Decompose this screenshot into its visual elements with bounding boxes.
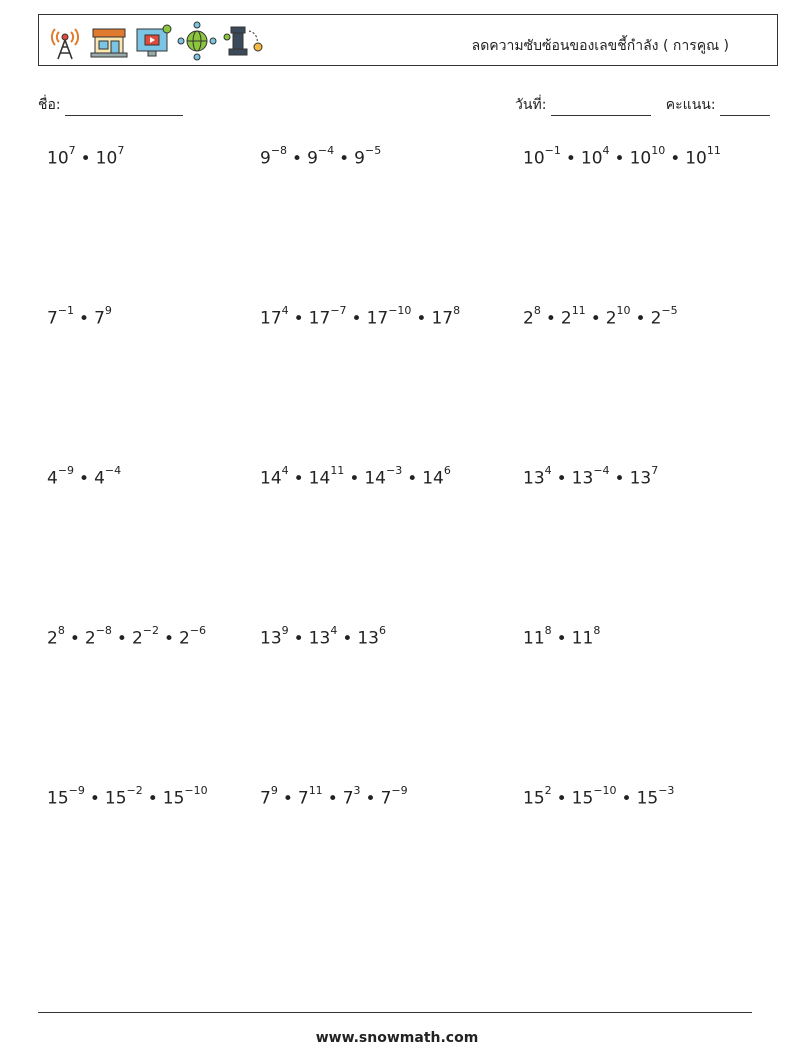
exponent: −6 xyxy=(189,624,207,637)
exponent: −2 xyxy=(126,784,143,797)
base: 11 xyxy=(523,628,545,649)
exponent: 4 xyxy=(281,464,289,477)
problem-11 xyxy=(260,624,386,649)
exponent: −4 xyxy=(104,464,122,477)
base: 17 xyxy=(260,308,282,329)
base: 11 xyxy=(571,628,594,649)
problem-15 xyxy=(523,784,675,809)
exponent: −3 xyxy=(385,464,403,477)
base: 15 xyxy=(162,788,185,809)
exponent: −2 xyxy=(142,624,159,637)
base: 15 xyxy=(571,788,594,809)
base: 2 xyxy=(179,628,190,649)
exponent: 4 xyxy=(281,304,289,317)
base: 7 xyxy=(297,788,309,809)
base: 4 xyxy=(47,468,58,489)
multiply-dot: • xyxy=(163,628,175,649)
multiply-dot: • xyxy=(545,308,556,329)
exponent: −4 xyxy=(317,144,335,157)
exponent: −1 xyxy=(57,304,75,317)
base: 7 xyxy=(94,308,105,329)
base: 2 xyxy=(523,308,534,329)
base: 2 xyxy=(560,308,572,329)
multiply-dot: • xyxy=(670,148,681,169)
base: 7 xyxy=(47,308,58,329)
exponent: 7 xyxy=(117,144,125,157)
exponent: −10 xyxy=(388,304,412,317)
exponent: 7 xyxy=(651,464,659,477)
exponent: 8 xyxy=(544,624,552,637)
exponent: 9 xyxy=(281,624,289,637)
exponent: −9 xyxy=(57,464,75,477)
multiply-dot: • xyxy=(327,788,338,809)
base: 10 xyxy=(95,148,118,169)
name-label: ชื่อ: xyxy=(38,97,61,113)
problem-2 xyxy=(260,144,382,169)
base: 9 xyxy=(260,148,271,169)
multiply-dot: • xyxy=(293,628,304,649)
problem-10 xyxy=(47,624,207,649)
base: 4 xyxy=(94,468,105,489)
exponent: 7 xyxy=(68,144,76,157)
base: 9 xyxy=(354,148,365,169)
exponent: 10 xyxy=(651,144,666,157)
base: 14 xyxy=(308,468,331,489)
base: 7 xyxy=(342,788,354,809)
multiply-dot: • xyxy=(89,788,100,809)
multiply-dot: • xyxy=(147,788,158,809)
header-box xyxy=(38,14,778,66)
multiply-dot: • xyxy=(339,148,350,169)
problem-5 xyxy=(260,304,461,329)
exponent: 8 xyxy=(593,624,601,637)
base: 2 xyxy=(131,628,143,649)
base: 17 xyxy=(431,308,454,329)
base: 14 xyxy=(260,468,282,489)
problem-12 xyxy=(523,624,601,649)
multiply-dot: • xyxy=(282,788,293,809)
multiply-dot: • xyxy=(416,308,427,329)
exponent: −10 xyxy=(593,784,617,797)
exponent: −5 xyxy=(661,304,678,317)
base: 10 xyxy=(580,148,603,169)
exponent: −4 xyxy=(593,464,610,477)
exponent: −8 xyxy=(95,624,112,637)
footer-divider xyxy=(38,1012,752,1013)
multiply-dot: • xyxy=(621,788,632,809)
multiply-dot: • xyxy=(293,468,304,489)
base: 2 xyxy=(650,308,662,329)
multiply-dot: • xyxy=(407,468,418,489)
chess-rook-icon xyxy=(221,21,265,61)
exponent: 8 xyxy=(533,304,541,317)
multiply-dot: • xyxy=(116,628,127,649)
base: 9 xyxy=(307,148,318,169)
problem-3 xyxy=(523,144,721,169)
base: 15 xyxy=(104,788,127,809)
date-label: วันที่: xyxy=(515,97,547,113)
exponent: −10 xyxy=(184,784,208,797)
multiply-dot: • xyxy=(365,788,376,809)
problem-4 xyxy=(47,304,112,329)
exponent: 6 xyxy=(378,624,386,637)
problem-8 xyxy=(260,464,451,489)
score-label: คะแนน: xyxy=(665,97,716,113)
name-field xyxy=(38,94,183,116)
multiply-dot: • xyxy=(614,468,625,489)
base: 2 xyxy=(84,628,96,649)
date-blank-line[interactable] xyxy=(551,101,651,116)
name-blank-line[interactable] xyxy=(65,101,183,116)
antenna-tower-icon xyxy=(45,21,85,61)
base: 14 xyxy=(422,468,444,489)
base: 13 xyxy=(308,628,331,649)
base: 13 xyxy=(357,628,379,649)
base: 10 xyxy=(629,148,652,169)
exponent: 11 xyxy=(706,144,721,157)
base: 17 xyxy=(308,308,331,329)
video-monitor-icon xyxy=(133,21,173,61)
exponent: 11 xyxy=(571,304,586,317)
exponent: 10 xyxy=(616,304,631,317)
exponent: −5 xyxy=(364,144,382,157)
score-blank-line[interactable] xyxy=(720,101,770,116)
base: 13 xyxy=(260,628,282,649)
multiply-dot: • xyxy=(349,468,360,489)
base: 2 xyxy=(47,628,58,649)
exponent: 9 xyxy=(270,784,278,797)
multiply-dot: • xyxy=(614,148,625,169)
base: 15 xyxy=(523,788,545,809)
exponent: 6 xyxy=(443,464,451,477)
problem-9 xyxy=(523,464,659,489)
base: 7 xyxy=(380,788,392,809)
page-title: ลดความซับซ้อนของเลขชี้กำลัง ( การคูณ ) xyxy=(471,38,729,54)
multiply-dot: • xyxy=(635,308,646,329)
base: 13 xyxy=(571,468,594,489)
base: 10 xyxy=(685,148,707,169)
base: 2 xyxy=(605,308,617,329)
exponent: 4 xyxy=(544,464,552,477)
base: 15 xyxy=(47,788,69,809)
problem-14 xyxy=(260,784,408,809)
base: 7 xyxy=(260,788,271,809)
multiply-dot: • xyxy=(351,308,362,329)
exponent: 11 xyxy=(308,784,323,797)
problem-7 xyxy=(47,464,122,489)
problem-1 xyxy=(47,144,125,169)
exponent: 8 xyxy=(57,624,65,637)
multiply-dot: • xyxy=(69,628,80,649)
base: 17 xyxy=(366,308,389,329)
exponent: −1 xyxy=(544,144,561,157)
problem-6 xyxy=(523,304,678,329)
network-globe-icon xyxy=(177,21,217,61)
exponent: 8 xyxy=(453,304,461,317)
exponent: 4 xyxy=(602,144,610,157)
multiply-dot: • xyxy=(556,788,567,809)
multiply-dot: • xyxy=(293,308,304,329)
exponent: 9 xyxy=(104,304,112,317)
exponent: 11 xyxy=(330,464,345,477)
base: 10 xyxy=(47,148,69,169)
multiply-dot: • xyxy=(590,308,601,329)
exponent: −3 xyxy=(658,784,675,797)
exponent: −7 xyxy=(330,304,347,317)
base: 15 xyxy=(636,788,659,809)
multiply-dot: • xyxy=(292,148,303,169)
base: 13 xyxy=(523,468,545,489)
exponent: −9 xyxy=(391,784,408,797)
multiply-dot: • xyxy=(342,628,353,649)
base: 14 xyxy=(364,468,386,489)
exponent: −9 xyxy=(68,784,85,797)
exponent: 3 xyxy=(353,784,361,797)
exponent: 4 xyxy=(330,624,338,637)
multiply-dot: • xyxy=(79,468,90,489)
multiply-dot: • xyxy=(565,148,576,169)
date-score-fields xyxy=(515,94,770,116)
exponent: −8 xyxy=(270,144,288,157)
multiply-dot: • xyxy=(556,468,567,489)
base: 13 xyxy=(629,468,652,489)
footer-url: www.snowmath.com xyxy=(315,1030,479,1046)
base: 10 xyxy=(523,148,545,169)
problem-13 xyxy=(47,784,208,809)
multiply-dot: • xyxy=(556,628,567,649)
header-icons xyxy=(45,21,265,61)
storefront-icon xyxy=(89,21,129,61)
exponent: 2 xyxy=(544,784,552,797)
multiply-dot: • xyxy=(79,308,90,329)
multiply-dot: • xyxy=(80,148,91,169)
